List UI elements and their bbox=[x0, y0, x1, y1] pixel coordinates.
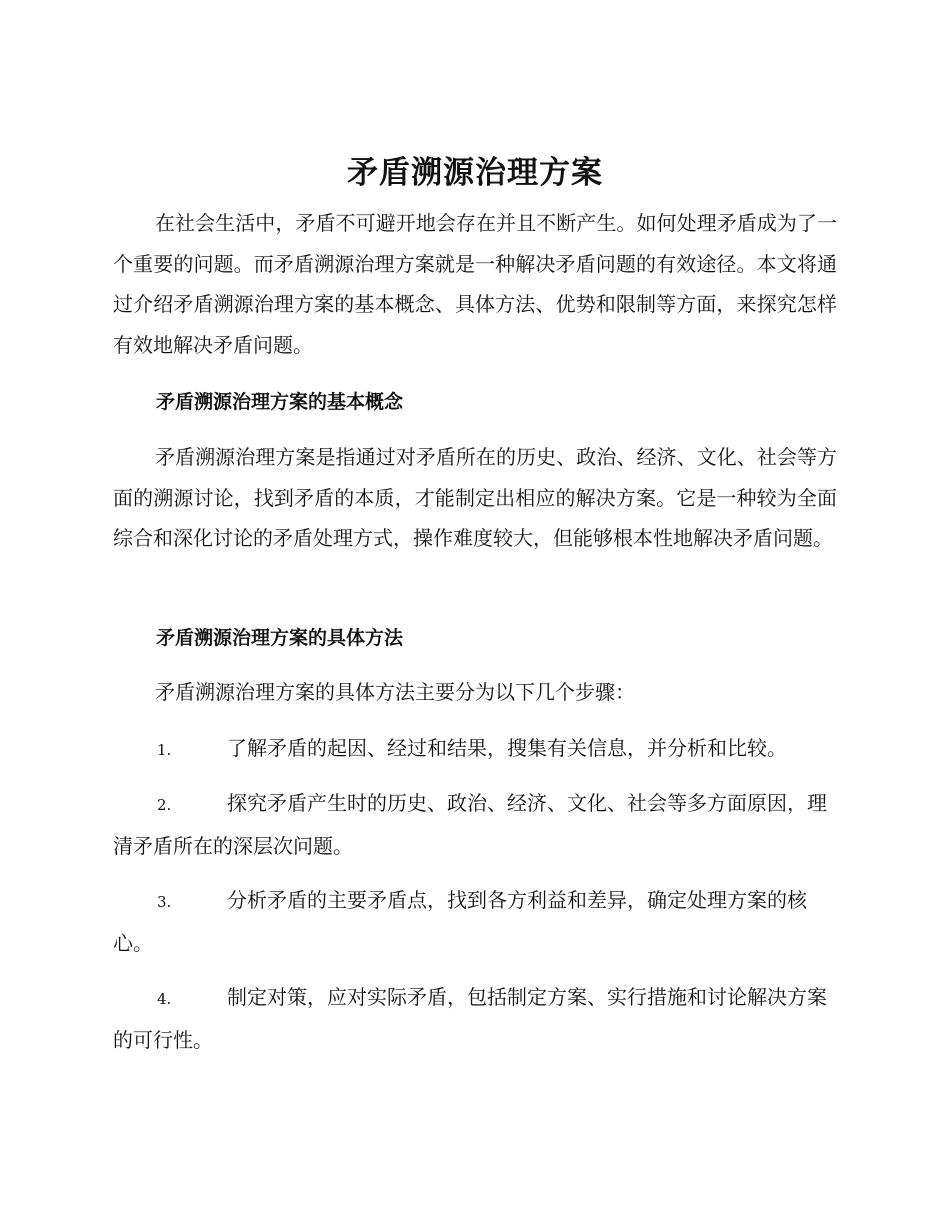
list-item bbox=[113, 880, 837, 963]
intro-paragraph: 在社会生活中，矛盾不可避开地会存在并且不断产生。如何处理矛盾成为了一个重要的问题。而矛盾溯源治理方案就是一种解决矛盾问题的有效途径。本文将通过介绍矛盾溯源治理方案的基本概念、具体方法、优势和限制等方面，来探究怎样有效地解决矛盾问题。 bbox=[113, 211, 837, 357]
list-item-number: 4. bbox=[157, 990, 172, 1008]
section-heading-basic-concept: 矛盾溯源治理方案的基本概念 bbox=[156, 391, 404, 413]
section-paragraph-basic-concept: 矛盾溯源治理方案是指通过对矛盾所在的历史、政治、经济、文化、社会等方面的溯源讨论，找到矛盾的本质，才能制定出相应的解决方案。它是一种较为全面综合和深化讨论的矛盾处理方式，操作难度较大，但能够根本性地解决矛盾问题。 bbox=[113, 445, 837, 550]
list-item-text: 了解矛盾的起因、经过和结果，搜集有关信息，并分析和比较。 bbox=[227, 736, 787, 760]
document-title: 矛盾溯源治理方案 bbox=[347, 155, 603, 191]
list-item-number: 3. bbox=[157, 893, 172, 911]
list-item bbox=[113, 977, 837, 1060]
list-item-text: 制定对策，应对实际矛盾，包括制定方案、实行措施和讨论解决方案的可行性。 bbox=[113, 985, 827, 1052]
list-item-text: 探究矛盾产生时的历史、政治、经济、文化、社会等多方面原因，理清矛盾所在的深层次问题。 bbox=[113, 791, 827, 858]
list-item-number: 1. bbox=[157, 741, 172, 759]
list-item-text: 分析矛盾的主要矛盾点，找到各方利益和差异，确定处理方案的核心。 bbox=[113, 888, 807, 955]
section-paragraph-methods-intro: 矛盾溯源治理方案的具体方法主要分为以下几个步骤： bbox=[155, 680, 635, 704]
list-item-number: 2. bbox=[157, 796, 172, 814]
list-item bbox=[113, 783, 837, 866]
list-item bbox=[113, 728, 837, 771]
section-heading-methods: 矛盾溯源治理方案的具体方法 bbox=[156, 627, 404, 649]
